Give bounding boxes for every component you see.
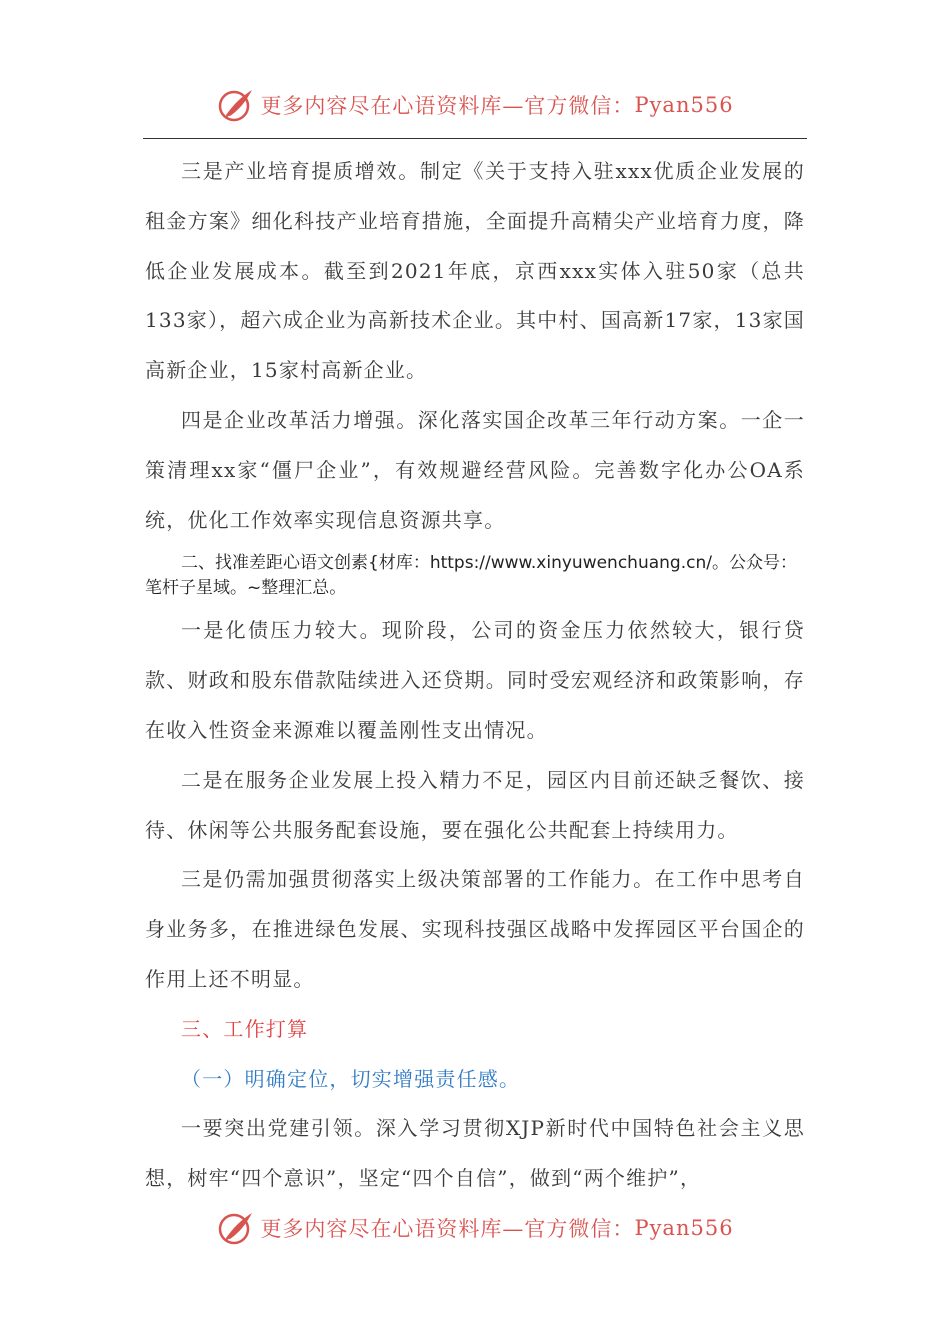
paragraph-service-shortfall: 二是在服务企业发展上投入精力不足，园区内目前还缺乏餐饮、接待、休闲等公共服务配套设施，要在强化公共配套上持续用力。 [145, 767, 805, 842]
section-heading-gaps: 二、找准差距心语文创素{材库：https://www.xinyuwenchuang.cn/。公众号：笔杆子星域。~整理汇总。 [145, 553, 797, 599]
footer-wechat-id: Pyan556 [634, 1216, 734, 1240]
section-heading-work-plan: 三、工作打算 [181, 1016, 309, 1041]
paragraph-execution-capacity: 三是仍需加强贯彻落实上级决策部署的工作能力。在工作中思考自身业务多，在推进绿色发展、实现科技强区战略中发挥园区平台国企的作用上还不明显。 [145, 867, 805, 991]
document-body [145, 147, 805, 1204]
paragraph-industry-cultivation: 三是产业培育提质增效。制定《关于支持入驻xxx优质企业发展的租金方案》细化科技产业培育措施，全面提升高精尖产业培育力度，降低企业发展成本。截至到2021年底，京西xxx实体入驻50家（总共133家），超六成企业为高新技术企业。其中村、国高新17家，13家国高新企业，15家村高新企业。 [145, 159, 805, 383]
paragraph-debt-pressure: 一是化债压力较大。现阶段，公司的资金压力依然较大，银行贷款、财政和股东借款陆续进入还贷期。同时受宏观经济和政策影响，存在收入性资金来源难以覆盖刚性支出情况。 [145, 618, 805, 742]
footer-banner [0, 1203, 950, 1253]
paragraph-party-leadership: 一要突出党建引领。深入学习贯彻XJP新时代中国特色社会主义思想，树牢“四个意识”，坚定“四个自信”，做到“两个维护”， [145, 1116, 805, 1191]
subheading-positioning: （一）明确定位，切实增强责任感。 [181, 1066, 521, 1091]
header-banner-text: 更多内容尽在心语资料库—官方微信： [260, 94, 635, 118]
quill-logo-icon [216, 1208, 256, 1248]
header-banner [0, 80, 950, 130]
quill-logo-icon [216, 85, 256, 125]
header-divider [143, 138, 807, 139]
footer-banner-text: 更多内容尽在心语资料库—官方微信： [260, 1217, 635, 1241]
header-wechat-id: Pyan556 [634, 93, 734, 117]
paragraph-enterprise-reform: 四是企业改革活力增强。深化落实国企改革三年行动方案。一企一策清理xx家“僵尸企业”，有效规避经营风险。完善数字化办公OA系统，优化工作效率实现信息资源共享。 [145, 407, 805, 532]
